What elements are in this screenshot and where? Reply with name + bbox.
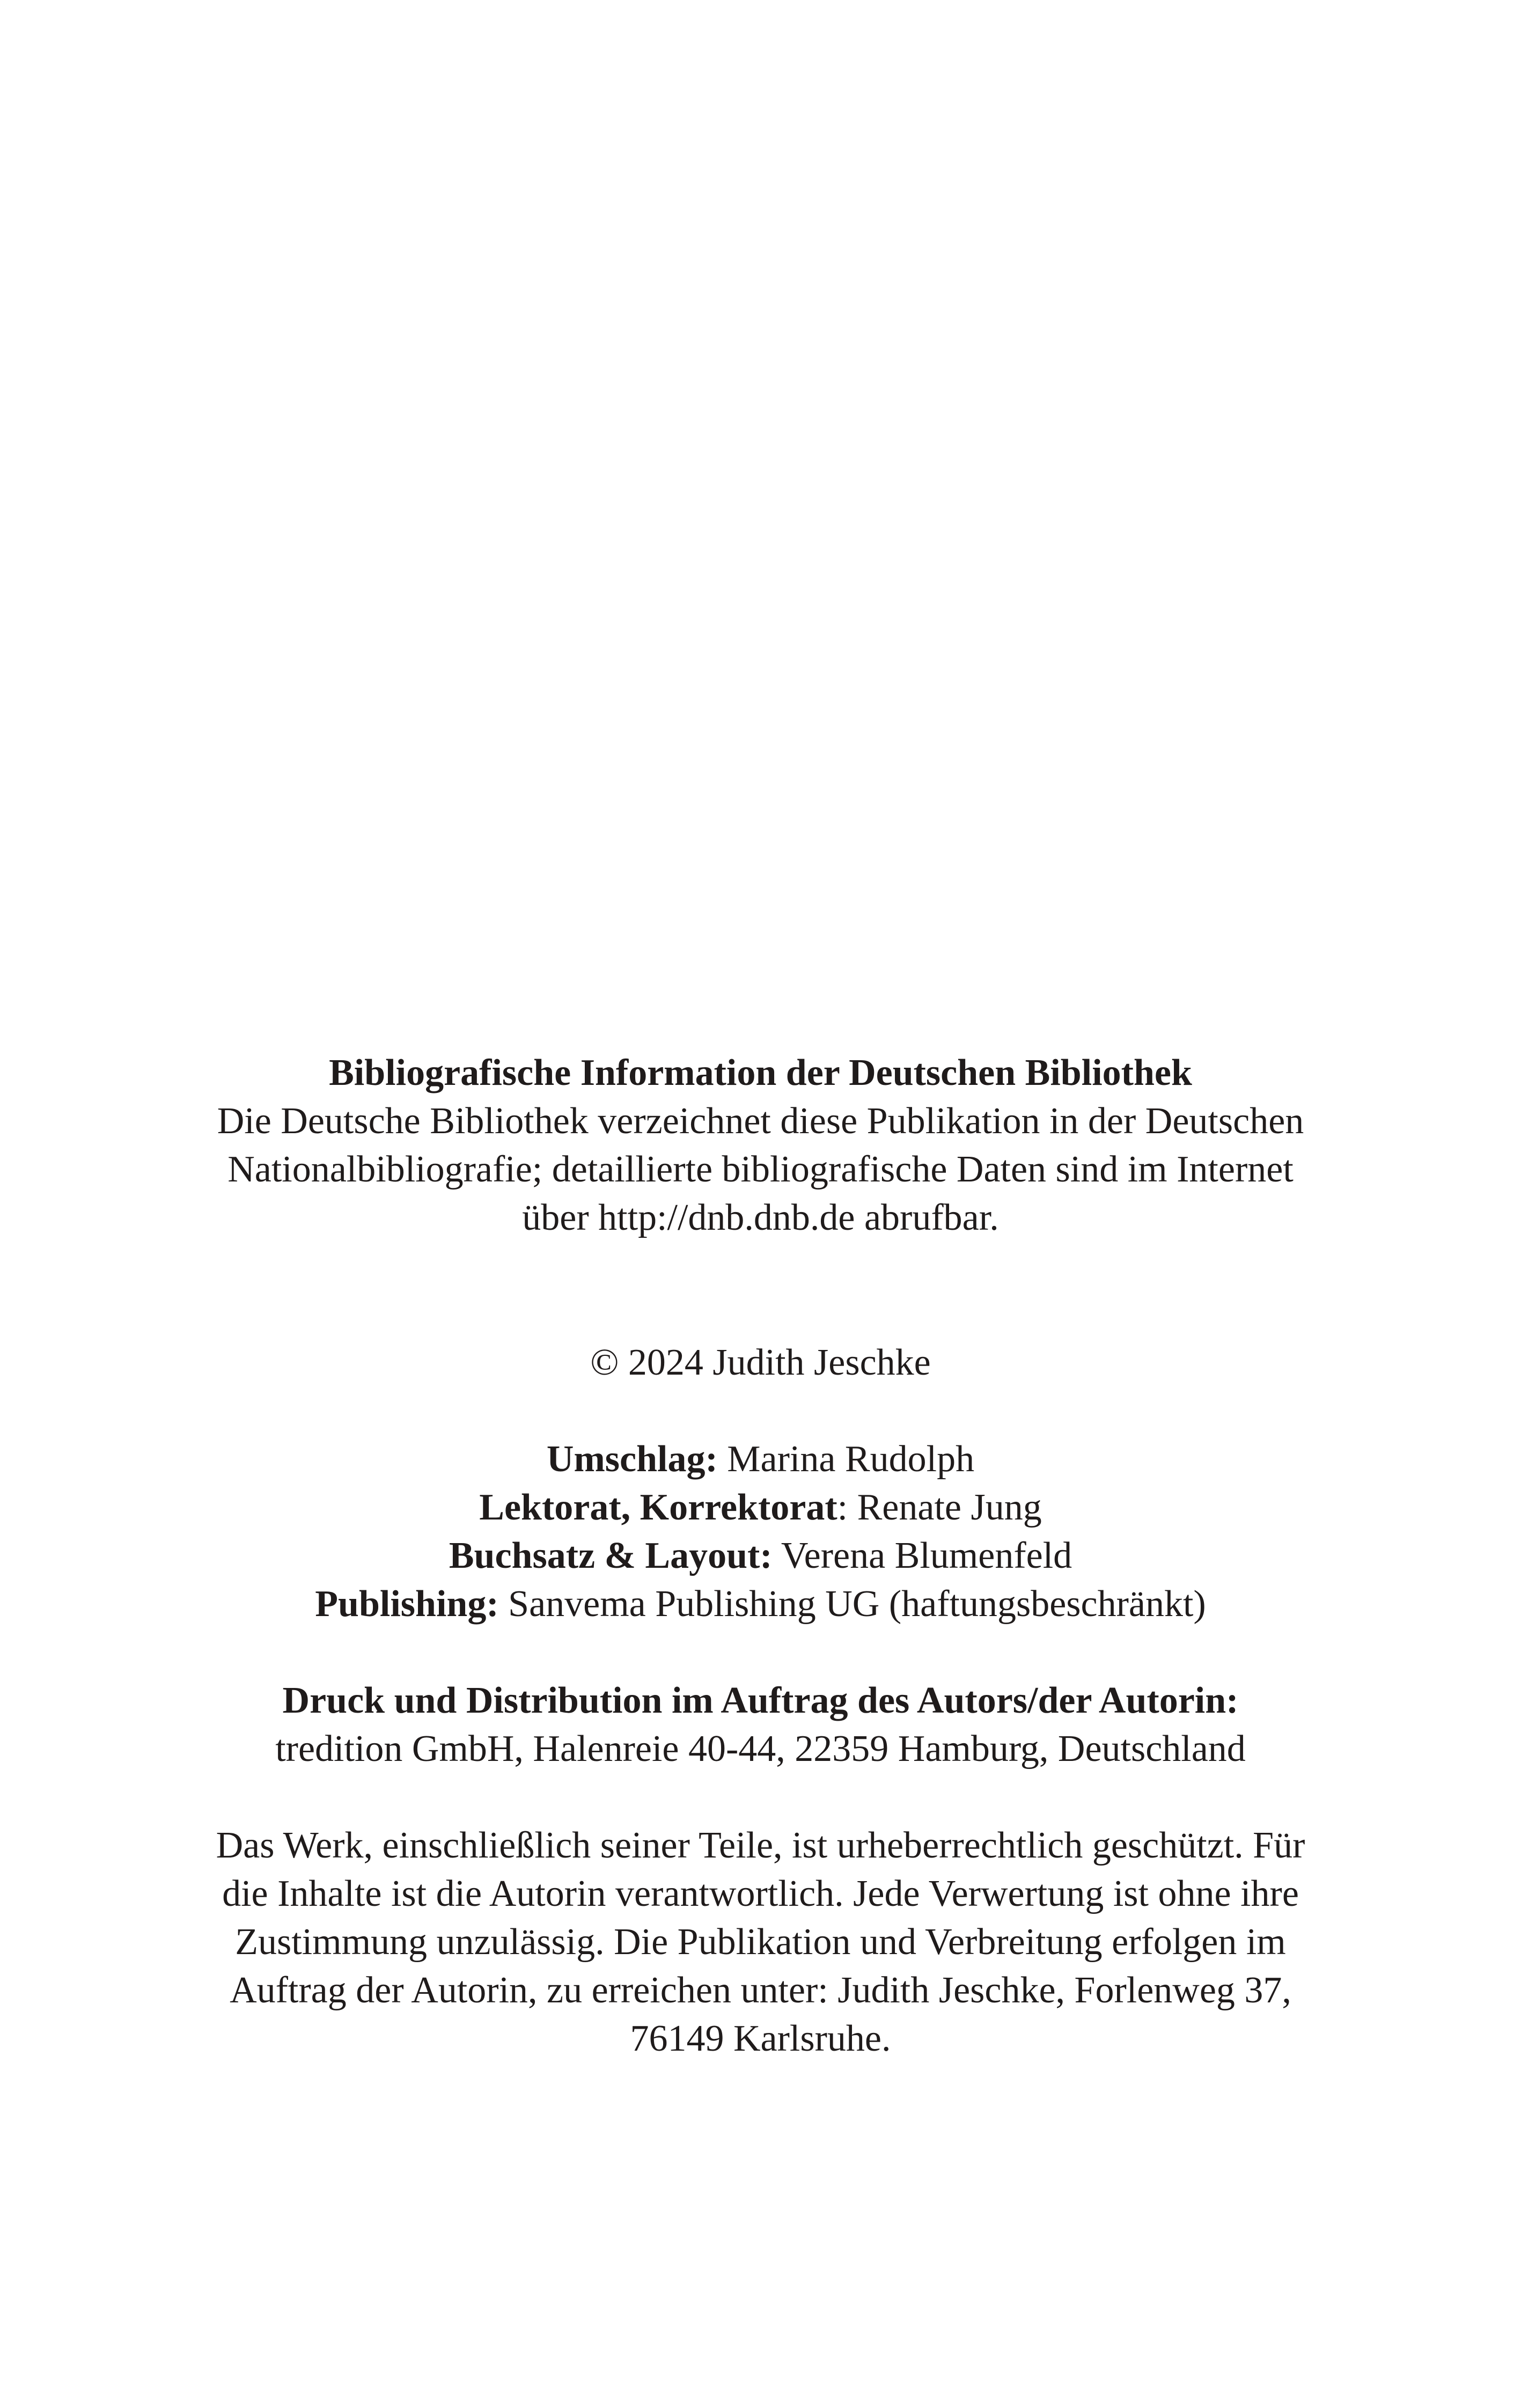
credit-row-editing bbox=[0, 1484, 1521, 1532]
distribution-address: tredition GmbH, Halenreie 40-44, 22359 Hamburg, Deutschland bbox=[275, 1728, 1246, 1770]
credit-label: Publishing: bbox=[315, 1583, 499, 1625]
legal-line: die Inhalte ist die Autorin verantwortlich. Jede Verwertung ist ohne ihre bbox=[222, 1873, 1299, 1914]
legal-line: 76149 Karlsruhe. bbox=[630, 2018, 891, 2059]
legal-line: Zustimmung unzulässig. Die Publikation und Verbreitung erfolgen im bbox=[235, 1921, 1286, 1963]
credit-value: Marina Rudolph bbox=[717, 1438, 975, 1480]
credit-row-cover bbox=[0, 1435, 1521, 1484]
spacer bbox=[0, 1242, 1521, 1339]
credits bbox=[0, 1435, 1521, 1628]
imprint-block bbox=[0, 1049, 1521, 2063]
bibliographic-line: Die Deutsche Bibliothek verzeichnet diese Publikation in der Deutschen bbox=[217, 1100, 1304, 1142]
credit-row-publishing bbox=[0, 1580, 1521, 1628]
copyright-notice bbox=[0, 1339, 1521, 1387]
credit-label: Umschlag: bbox=[546, 1438, 718, 1480]
distribution-heading: Druck und Distribution im Auftrag des Autors/der Autorin: bbox=[282, 1680, 1239, 1721]
credit-row-typesetting bbox=[0, 1532, 1521, 1580]
spacer bbox=[0, 1628, 1521, 1677]
credit-label: Buchsatz & Layout: bbox=[449, 1535, 773, 1576]
credit-value: Sanvema Publishing UG (haftungsbeschränkt) bbox=[498, 1583, 1206, 1625]
legal-line: Das Werk, einschließlich seiner Teile, ist urheberrechtlich geschützt. Für bbox=[216, 1825, 1305, 1866]
credit-value: : Renate Jung bbox=[837, 1487, 1042, 1528]
copyright-line: © 2024 Judith Jeschke bbox=[590, 1342, 931, 1383]
legal-line: Auftrag der Autorin, zu erreichen unter: Judith Jeschke, Forlenweg 37, bbox=[230, 1970, 1291, 2011]
credit-value: Verena Blumenfeld bbox=[772, 1535, 1072, 1576]
spacer bbox=[0, 1773, 1521, 1822]
distribution-info bbox=[0, 1677, 1521, 1773]
bibliographic-line: Nationalbibliografie; detaillierte bibliografische Daten sind im Internet bbox=[227, 1149, 1294, 1190]
spacer bbox=[0, 1387, 1521, 1435]
credit-label: Lektorat, Korrektorat bbox=[479, 1487, 837, 1528]
bibliographic-line: über http://dnb.dnb.de abrufbar. bbox=[522, 1197, 999, 1238]
bibliographic-info bbox=[0, 1049, 1521, 1242]
legal-notice bbox=[0, 1822, 1521, 2063]
bibliographic-heading: Bibliografische Information der Deutschen Bibliothek bbox=[329, 1052, 1192, 1093]
